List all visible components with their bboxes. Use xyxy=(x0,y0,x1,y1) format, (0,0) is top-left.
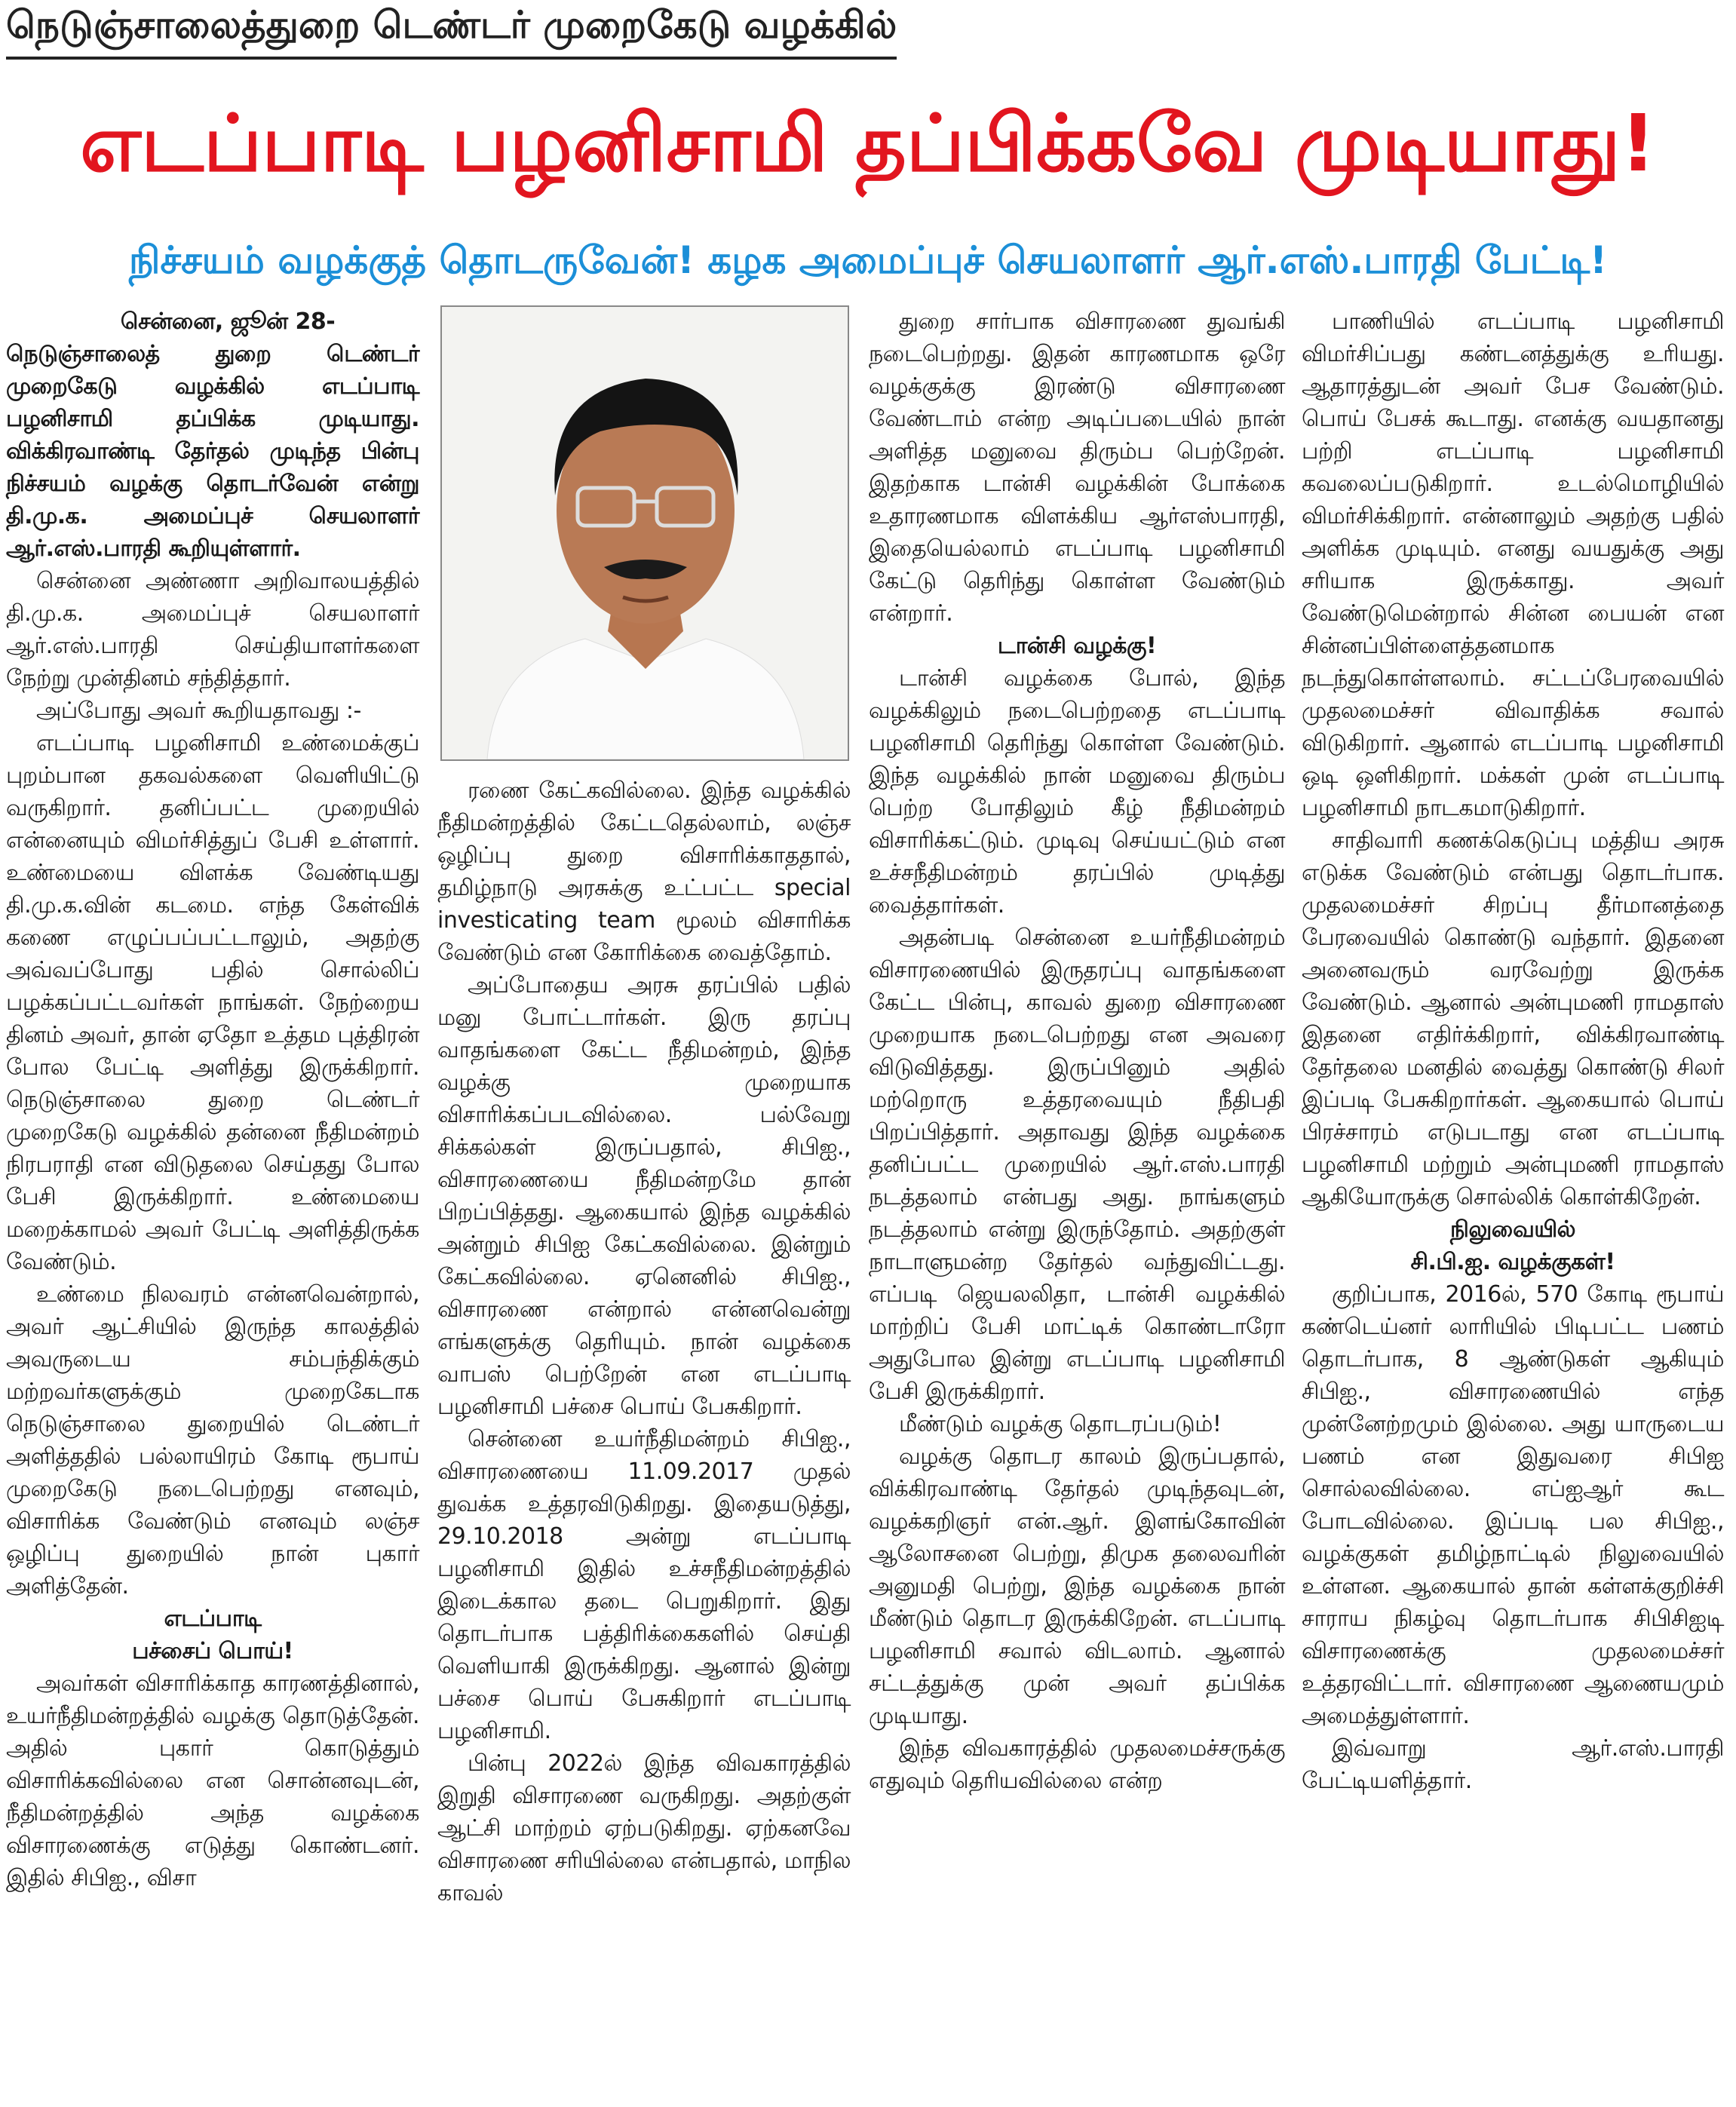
article-column-4 xyxy=(1302,305,1724,1797)
section-heading: டான்சி வழக்கு! xyxy=(997,633,1157,659)
paragraph: அப்போதைய அரசு தரப்பில் பதில் மனு போட்டார்கள். இரு தரப்பு வாதங்களை கேட்ட நீதிமன்றம், இந்த வழக்கு முறையாக விசாரிக்கப்படவில்லை. பல்வேறு சிக்கல்கள் இருப்பதால், சிபிஐ., விசாரணையை நீதிமன்றமே தான் பிறப்பித்தது. ஆகையால் இந்த வழக்கில் அன்றும் சிபிஐ கேட்கவில்லை. இன்றும் கேட்கவில்லை. ஏனெனில் சிபிஐ., விசாரணை என்றால் என்னவென்று எங்களுக்கு தெரியும். நான் வழக்கை வாபஸ் பெற்றேன் என எடப்பாடி பழனிசாமி பச்சை பொய் பேசுகிறார். xyxy=(437,972,851,1420)
paragraph: வழக்கு தொடர காலம் இருப்பதால், விக்கிரவாண்டி தேர்தல் முடிந்தவுடன், வழக்கறிஞர் என்.ஆர். இளங்கோவின் ஆலோசனை பெற்று, திமுக தலைவரின் அனுமதி பெற்று, இந்த வழக்கை நான் மீண்டும் தொடர இருக்கிறேன். எடப்பாடி பழனிசாமி சவால் விடலாம். ஆனால் சட்டத்துக்கு முன் அவர் தப்பிக்க முடியாது. xyxy=(869,1443,1285,1729)
headline: எடப்பாடி பழனிசாமி தப்பிக்கவே முடியாது! xyxy=(79,97,1656,189)
paragraph: அவர்கள் விசாரிக்காத காரணத்தினால், உயர்நீதிமன்றத்தில் வழக்கு தொடுத்தேன். அதில் புகார் கொடுத்தும் விசாரிக்கவில்லை என சொன்னவுடன், நீதிமன்றத்தில் அந்த வழக்கை விசாரணைக்கு எடுத்து கொண்டனர். இதில் சிபிஐ., விசா xyxy=(6,1670,419,1891)
paragraph: இவ்வாறு ஆர்.எஸ்.பாரதி பேட்டியளித்தார். xyxy=(1302,1735,1724,1794)
section-heading: நிலுவையில் xyxy=(1449,1216,1576,1243)
paragraph: பாணியில் எடப்பாடி பழனிசாமி விமர்சிப்பது கண்டனத்துக்கு உரியது. ஆதாரத்துடன் அவர் பேச வேண்டும். பொய் பேசக் கூடாது. எனக்கு வயதானது பற்றி எடப்பாடி பழனிசாமி கவலைப்படுகிறார். உடல்மொழியில் விமர்சிக்கிறார். என்னாலும் அதற்கு பதில் அளிக்க முடியும். எனது வயதுக்கு அது சரியாக இருக்காது. அவர் வேண்டுமென்றால் சின்ன பையன் என சின்னப்பிள்ளைத்தனமாக நடந்துகொள்ளலாம். சட்டப்பேரவையில் முதலமைச்சர் விவாதிக்க சவால் விடுகிறார். ஆனால் எடப்பாடி பழனிசாமி ஒடி ஒளிகிறார். மக்கள் முன் எடப்பாடி பழனிசாமி நாடகமாடுகிறார். xyxy=(1302,308,1724,821)
portrait-image xyxy=(442,307,848,759)
paragraph: ரணை கேட்கவில்லை. இந்த வழக்கில் நீதிமன்றத்தில் கேட்டதெல்லாம், லஞ்ச ஒழிப்பு துறை விசாரிக்காததால், தமிழ்நாடு அரசுக்கு உட்பட்ட special investicating team மூலம் விசாரிக்க வேண்டும் என கோரிக்கை வைத்தோம். xyxy=(437,777,851,966)
paragraph: பின்பு 2022ல் இந்த விவகாரத்தில் இறுதி விசாரணை வருகிறது. அதற்குள் ஆட்சி மாற்றம் ஏற்படுகிறது. ஏற்கனவே விசாரணை சரியில்லை என்பதால், மாநில காவல் xyxy=(437,1750,851,1906)
section-heading: பச்சைப் பொய்! xyxy=(132,1638,293,1664)
section-heading: எடப்பாடி xyxy=(164,1606,262,1632)
paragraph: டான்சி வழக்கை போல், இந்த வழக்கிலும் நடைபெற்றதை எடப்பாடி பழனிசாமி தெரிந்து கொள்ள வேண்டும். இந்த வழக்கில் நான் மனுவை திரும்ப பெற்ற போதிலும் கீழ் நீதிமன்றம் விசாரிக்கட்டும். முடிவு செய்யட்டும் என உச்சநீதிமன்றம் தரப்பில் முடித்து வைத்தார்கள். xyxy=(869,665,1285,919)
paragraph: குறிப்பாக, 2016ல், 570 கோடி ரூபாய் கண்டெய்னர் லாரியில் பிடிபட்ட பணம் தொடர்பாக, 8 ஆண்டுகள் ஆகியும் சிபிஐ., விசாரணையில் எந்த முன்னேற்றமும் இல்லை. அது யாருடைய பணம் என இதுவரை சிபிஐ சொல்லவில்லை. எப்ஐஆர் கூட போடவில்லை. இப்படி பல சிபிஐ., வழக்குகள் தமிழ்நாட்டில் நிலுவையில் உள்ளன. ஆகையால் தான் கள்ளக்குறிச்சி சாராய நிகழ்வு தொடர்பாக சிபிசிஐடி விசாரணைக்கு முதலமைச்சர் உத்தரவிட்டார். விசாரணை ஆணையமும் அமைத்துள்ளார். xyxy=(1302,1281,1724,1729)
lead-paragraph: நெடுஞ்சாலைத் துறை டெண்டர் முறைகேடு வழக்கில் எடப்பாடி பழனிசாமி தப்பிக்க முடியாது. விக்கிரவாண்டி தேர்தல் முடிந்த பின்பு நிச்சயம் வழக்கு தொடர்வேன் என்று தி.மு.க. அமைப்புச் செயலாளர் ஆர்.எஸ்.பாரதி கூறியுள்ளார். xyxy=(6,341,419,562)
article-column-3 xyxy=(869,305,1285,1797)
paragraph: எடப்பாடி பழனிசாமி உண்மைக்குப் புறம்பான தகவல்களை வெளியிட்டு வருகிறார். தனிப்பட்ட முறையில் என்னையும் விமர்சித்துப் பேசி உள்ளார். உண்மையை விளக்க வேண்டியது தி.மு.க.வின் கடமை. எந்த கேள்விக் கணை எழுப்பப்பட்டாலும், அதற்கு அவ்வப்போது பதில் சொல்லிப் பழக்கப்பட்டவர்கள் நாங்கள். நேற்றைய தினம் அவர், தான் ஏதோ உத்தம புத்திரன் போல பேட்டி அளித்து இருக்கிறார். நெடுஞ்சாலை துறை டெண்டர் முறைகேடு வழக்கில் தன்னை நீதிமன்றம் நிரபராதி என விடுதலை செய்தது போல பேசி இருக்கிறார். உண்மையை மறைக்காமல் அவர் பேட்டி அளித்திருக்க வேண்டும். xyxy=(6,730,419,1275)
paragraph: இந்த விவகாரத்தில் முதலமைச்சருக்கு எதுவும் தெரியவில்லை என்ற xyxy=(869,1735,1285,1794)
paragraph: சென்னை அண்ணா அறிவாலயத்தில் தி.மு.க. அமைப்புச் செயலாளர் ஆர்.எஸ்.பாரதி செய்தியாளர்களை நேற்று முன்தினம் சந்தித்தார். xyxy=(6,568,419,692)
section-heading: சி.பி.ஐ. வழக்குகள்! xyxy=(1410,1249,1615,1275)
paragraph: சென்னை உயர்நீதிமன்றம் சிபிஐ., விசாரணையை 11.09.2017 முதல் துவக்க உத்தரவிடுகிறது. இதையடுத்து, 29.10.2018 அன்று எடப்பாடி பழனிசாமி இதில் உச்சநீதிமன்றத்தில் இடைக்கால தடை பெறுகிறார். இது தொடர்பாக பத்திரிக்கைகளில் செய்தி வெளியாகி இருக்கிறது. ஆனால் இன்று பச்சை பொய் பேசுகிறார் எடப்பாடி பழனிசாமி. xyxy=(437,1426,851,1744)
dateline: சென்னை, ஜூன் 28- xyxy=(120,308,336,335)
portrait-photo xyxy=(440,305,849,761)
subheadline: நிச்சயம் வழக்குத் தொடருவேன்! கழக அமைப்புச் செயலாளர் ஆர்.எஸ்.பாரதி பேட்டி! xyxy=(129,238,1607,282)
paragraph: சாதிவாரி கணக்கெடுப்பு மத்திய அரசு எடுக்க வேண்டும் என்பது தொடர்பாக. முதலமைச்சர் சிறப்பு தீர்மானத்தை பேரவையில் கொண்டு வந்தார். இதனை அனைவரும் வரவேற்று இருக்க வேண்டும். ஆனால் அன்புமணி ராமதாஸ் இதனை எதிர்க்கிறார், விக்கிரவாண்டி தேர்தலை மனதில் வைத்து கொண்டு சிலர் இப்படி பேசுகிறார்கள். ஆகையால் பொய் பிரச்சாரம் எடுபடாது என எடப்பாடி பழனிசாமி மற்றும் அன்புமணி ராமதாஸ் ஆகியோருக்கு சொல்லிக் கொள்கிறேன். xyxy=(1302,827,1724,1210)
kicker-heading: நெடுஞ்சாலைத்துறை டெண்டர் முறைகேடு வழக்கில் xyxy=(6,3,897,60)
paragraph: அதன்படி சென்னை உயர்நீதிமன்றம் விசாரணையில் இருதரப்பு வாதங்களை கேட்ட பின்பு, காவல் துறை விசாரணை முறையாக நடைபெற்றது என அவரை விடுவித்தது. இருப்பினும் அதில் மற்றொரு உத்தரவையும் நீதிபதி பிறப்பித்தார். அதாவது இந்த வழக்கை தனிப்பட்ட முறையில் ஆர்.எஸ்.பாரதி நடத்தலாம் என்பது அது. நாங்களும் நடத்தலாம் என்று இருந்தோம். அதற்குள் நாடாளுமன்ற தேர்தல் வந்துவிட்டது. எப்படி ஜெயலலிதா, டான்சி வழக்கில் மாற்றிப் பேசி மாட்டிக் கொண்டாரோ அதுபோல இன்று எடப்பாடி பழனிசாமி பேசி இருக்கிறார். xyxy=(869,925,1285,1405)
paragraph: மீண்டும் வழக்கு தொடரப்படும்! xyxy=(899,1411,1222,1437)
article-column-2 xyxy=(437,305,851,1909)
article-column-1 xyxy=(6,305,419,1894)
paragraph: அப்போது அவர் கூறியதாவது :- xyxy=(36,698,361,724)
paragraph: துறை சார்பாக விசாரணை துவங்கி நடைபெற்றது. இதன் காரணமாக ஒரே வழக்குக்கு இரண்டு விசாரணை வேண்டாம் என்ற அடிப்படையில் நான் அளித்த மனுவை திரும்ப பெற்றேன். இதற்காக டான்சி வழக்கின் போக்கை உதாரணமாக விளக்கிய ஆர்எஸ்பாரதி, இதையெல்லாம் எடப்பாடி பழனிசாமி கேட்டு தெரிந்து கொள்ள வேண்டும் என்றார். xyxy=(869,308,1285,627)
paragraph: உண்மை நிலவரம் என்னவென்றால், அவர் ஆட்சியில் இருந்த காலத்தில் அவருடைய சம்பந்திக்கும் மற்றவர்களுக்கும் முறைகேடாக நெடுஞ்சாலை துறையில் டெண்டர் அளித்ததில் பல்லாயிரம் கோடி ரூபாய் முறைகேடு நடைபெற்றது எனவும், விசாரிக்க வேண்டும் எனவும் லஞ்ச ஒழிப்பு துறையில் நான் புகார் அளித்தேன். xyxy=(6,1281,419,1599)
